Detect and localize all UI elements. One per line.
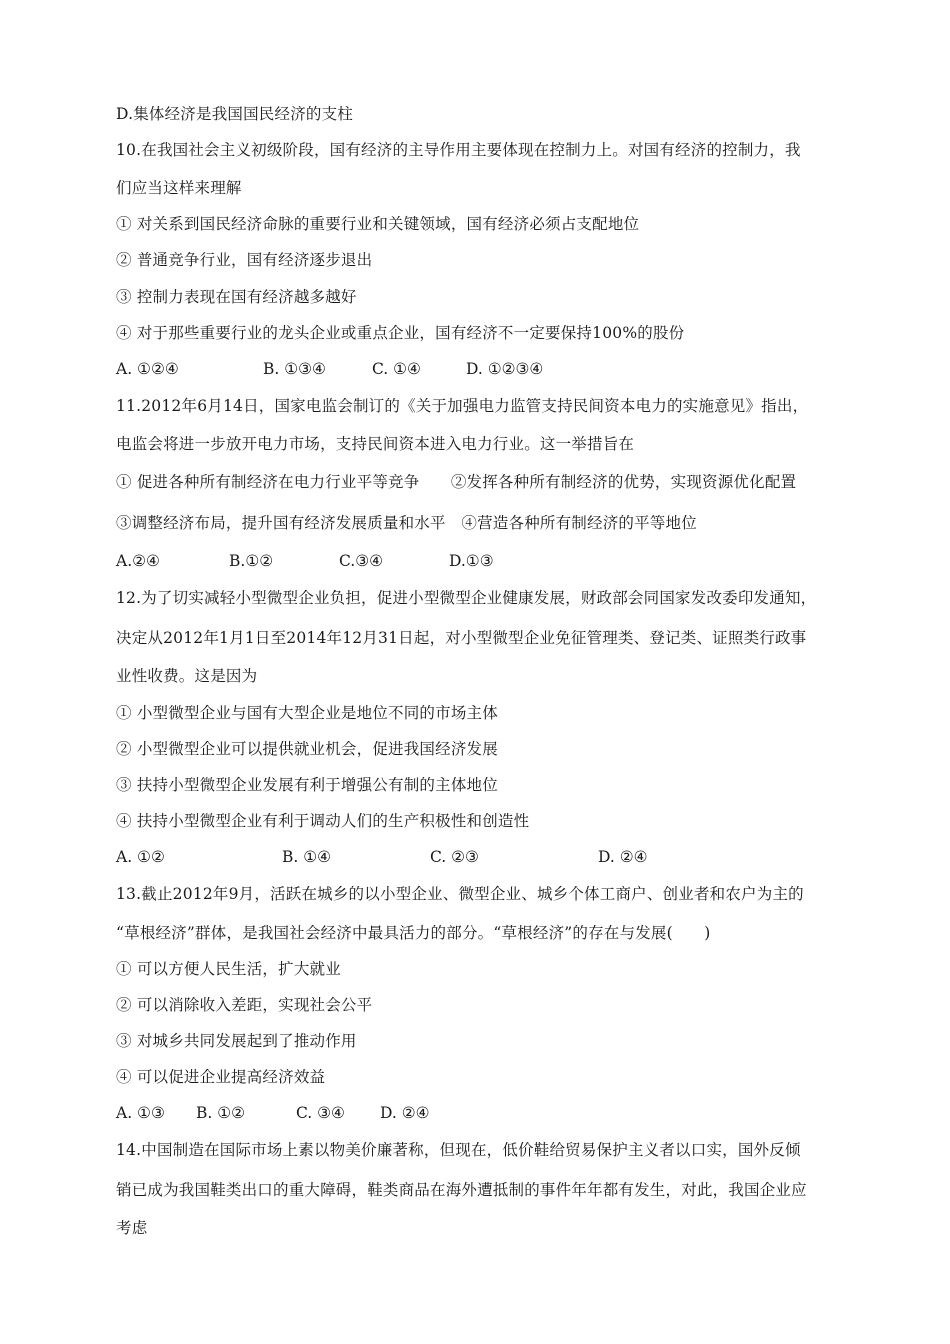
q14-stem-cont-2: 考虑 — [116, 1219, 148, 1237]
q11-option-c: C.③④ — [339, 552, 384, 570]
q13-statement-2: ② 可以消除收入差距，实现社会公平 — [116, 996, 373, 1014]
q12-statement-1: ① 小型微型企业与国有大型企业是地位不同的市场主体 — [116, 704, 498, 722]
q13-stem-cont: “草根经济”群体，是我国社会经济中最具活力的部分。“草根经济”的存在与发展( ) — [116, 924, 711, 942]
q10-options — [116, 359, 846, 379]
q12-stem: 12.为了切实减轻小型微型企业负担，促进小型微型企业健康发展，财政部会同国家发改委印发通知， — [116, 589, 817, 607]
q12-option-c: C. ②③ — [430, 848, 479, 866]
q11-statements-3-4: ③调整经济布局，提升国有经济发展质量和水平 ④营造各种所有制经济的平等地位 — [116, 514, 697, 532]
q13-option-a: A. ①③ — [116, 1104, 165, 1122]
q10-stem: 10.在我国社会主义初级阶段，国有经济的主导作用主要体现在控制力上。对国有经济的控制力，我 — [116, 141, 801, 159]
q10-option-c: C. ①④ — [372, 360, 421, 378]
q11-option-d: D.①③ — [449, 552, 494, 570]
q13-option-b: B. ①② — [196, 1104, 246, 1122]
q12-option-d: D. ②④ — [598, 848, 648, 866]
q12-statement-3: ③ 扶持小型微型企业发展有利于增强公有制的主体地位 — [116, 776, 498, 794]
q12-statement-2: ② 小型微型企业可以提供就业机会，促进我国经济发展 — [116, 740, 498, 758]
q13-options — [116, 1103, 846, 1123]
q10-statement-2: ② 普通竞争行业，国有经济逐步退出 — [116, 251, 373, 269]
q12-statement-4: ④ 扶持小型微型企业有利于调动人们的生产积极性和创造性 — [116, 812, 530, 830]
q12-stem-cont-2: 业性收费。这是因为 — [116, 667, 258, 685]
q11-stem-cont: 电监会将进一步放开电力市场，支持民间资本进入电力行业。这一举措旨在 — [116, 435, 635, 453]
q13-statement-4: ④ 可以促进企业提高经济效益 — [116, 1068, 326, 1086]
q11-option-b: B.①② — [229, 552, 274, 570]
q12-stem-cont-1: 决定从2012年1月1日至2014年12月31日起，对小型微型企业免征管理类、登记类、证照类行政事 — [116, 629, 807, 647]
q10-statement-4: ④ 对于那些重要行业的龙头企业或重点企业，国有经济不一定要保持100%的股份 — [116, 324, 685, 342]
q10-statement-3: ③ 控制力表现在国有经济越多越好 — [116, 288, 357, 306]
q14-stem: 14.中国制造在国际市场上素以物美价廉著称，但现在，低价鞋给贸易保护主义者以口实，国外反倾 — [116, 1141, 801, 1159]
q11-statements-1-2: ① 促进各种所有制经济在电力行业平等竞争 ②发挥各种所有制经济的优势，实现资源优化配置 — [116, 473, 797, 491]
q13-option-d: D. ②④ — [380, 1104, 430, 1122]
q13-statement-1: ① 可以方便人民生活，扩大就业 — [116, 960, 341, 978]
q10-option-b: B. ①③④ — [263, 360, 326, 378]
q14-stem-cont-1: 销已成为我国鞋类出口的重大障碍，鞋类商品在海外遭抵制的事件年年都有发生，对此，我国企业应 — [116, 1181, 807, 1199]
q11-options — [116, 551, 846, 571]
q12-options — [116, 847, 846, 867]
q10-stem-cont: 们应当这样来理解 — [116, 179, 242, 197]
q10-option-d: D. ①②③④ — [466, 360, 544, 378]
q10-statement-1: ① 对关系到国民经济命脉的重要行业和关键领域，国有经济必须占支配地位 — [116, 215, 640, 233]
q12-option-b: B. ①④ — [282, 848, 332, 866]
q9-option-d: D.集体经济是我国国民经济的支柱 — [116, 105, 354, 123]
q11-option-a: A.②④ — [116, 552, 160, 570]
q13-statement-3: ③ 对城乡共同发展起到了推动作用 — [116, 1032, 357, 1050]
q11-stem: 11.2012年6月14日，国家电监会制订的《关于加强电力监管支持民间资本电力的实施意见》指出， — [116, 397, 809, 415]
q13-option-c: C. ③④ — [296, 1104, 345, 1122]
q13-stem: 13.截止2012年9月，活跃在城乡的以小型企业、微型企业、城乡个体工商户、创业者和农户为主的 — [116, 885, 804, 903]
q10-option-a: A. ①②④ — [116, 360, 179, 378]
q12-option-a: A. ①② — [116, 848, 165, 866]
